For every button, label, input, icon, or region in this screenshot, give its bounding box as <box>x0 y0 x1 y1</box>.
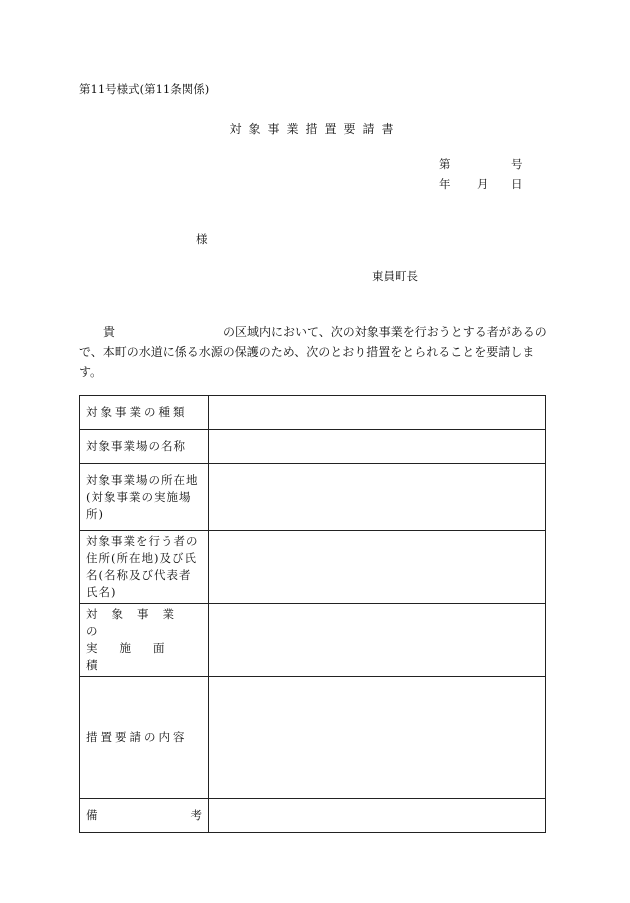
row-value-remarks[interactable] <box>209 799 546 833</box>
table-row <box>80 604 546 677</box>
sender-name: 東員町長 <box>372 269 418 283</box>
row-label-business-type: 対象事業の種類 <box>80 396 209 430</box>
table-row <box>80 430 546 464</box>
table-row <box>80 531 546 604</box>
body-lead: 貴 <box>103 325 116 339</box>
row-label-measure-content: 措置要請の内容 <box>80 677 209 799</box>
row-label-area-line1: 対象事業の <box>86 607 188 638</box>
table-row <box>80 677 546 799</box>
document-number-label: 第 <box>439 157 451 171</box>
addressee-honorific: 様 <box>196 232 208 246</box>
date-day-label: 日 <box>511 177 523 191</box>
table-row <box>80 799 546 833</box>
table-row <box>80 396 546 430</box>
date-month-label: 月 <box>477 177 489 191</box>
row-label-area-line2: 実施面積 <box>86 641 187 672</box>
document-number-suffix: 号 <box>511 157 523 171</box>
request-table <box>79 395 546 833</box>
row-value-measure-content[interactable] <box>209 677 546 799</box>
row-value-site-name[interactable] <box>209 430 546 464</box>
row-label-area <box>80 604 209 677</box>
row-label-remarks-right: 考 <box>190 808 202 822</box>
row-value-site-location[interactable] <box>209 464 546 531</box>
row-label-remarks <box>80 799 209 833</box>
row-label-operator: 対象事業を行う者の住所(所在地)及び氏名(名称及び代表者氏名) <box>80 531 209 604</box>
table-row <box>80 464 546 531</box>
document-title: 対象事業措置要請書 <box>229 122 401 136</box>
row-value-area[interactable] <box>209 604 546 677</box>
row-label-site-name: 対象事業場の名称 <box>80 430 209 464</box>
row-label-site-location: 対象事業場の所在地(対象事業の実施場所) <box>80 464 209 531</box>
form-number: 第11号様式(第11条関係) <box>79 82 210 96</box>
body-text: の区域内において、次の対象事業を行おうとする者があるので、本町の水道に係る水源の保護のため、次のとおり措置をとられることを要請します。 <box>79 325 547 379</box>
body-paragraph <box>79 322 551 382</box>
row-label-remarks-left: 備 <box>86 808 98 822</box>
date-year-label: 年 <box>439 177 451 191</box>
row-value-operator[interactable] <box>209 531 546 604</box>
row-value-business-type[interactable] <box>209 396 546 430</box>
